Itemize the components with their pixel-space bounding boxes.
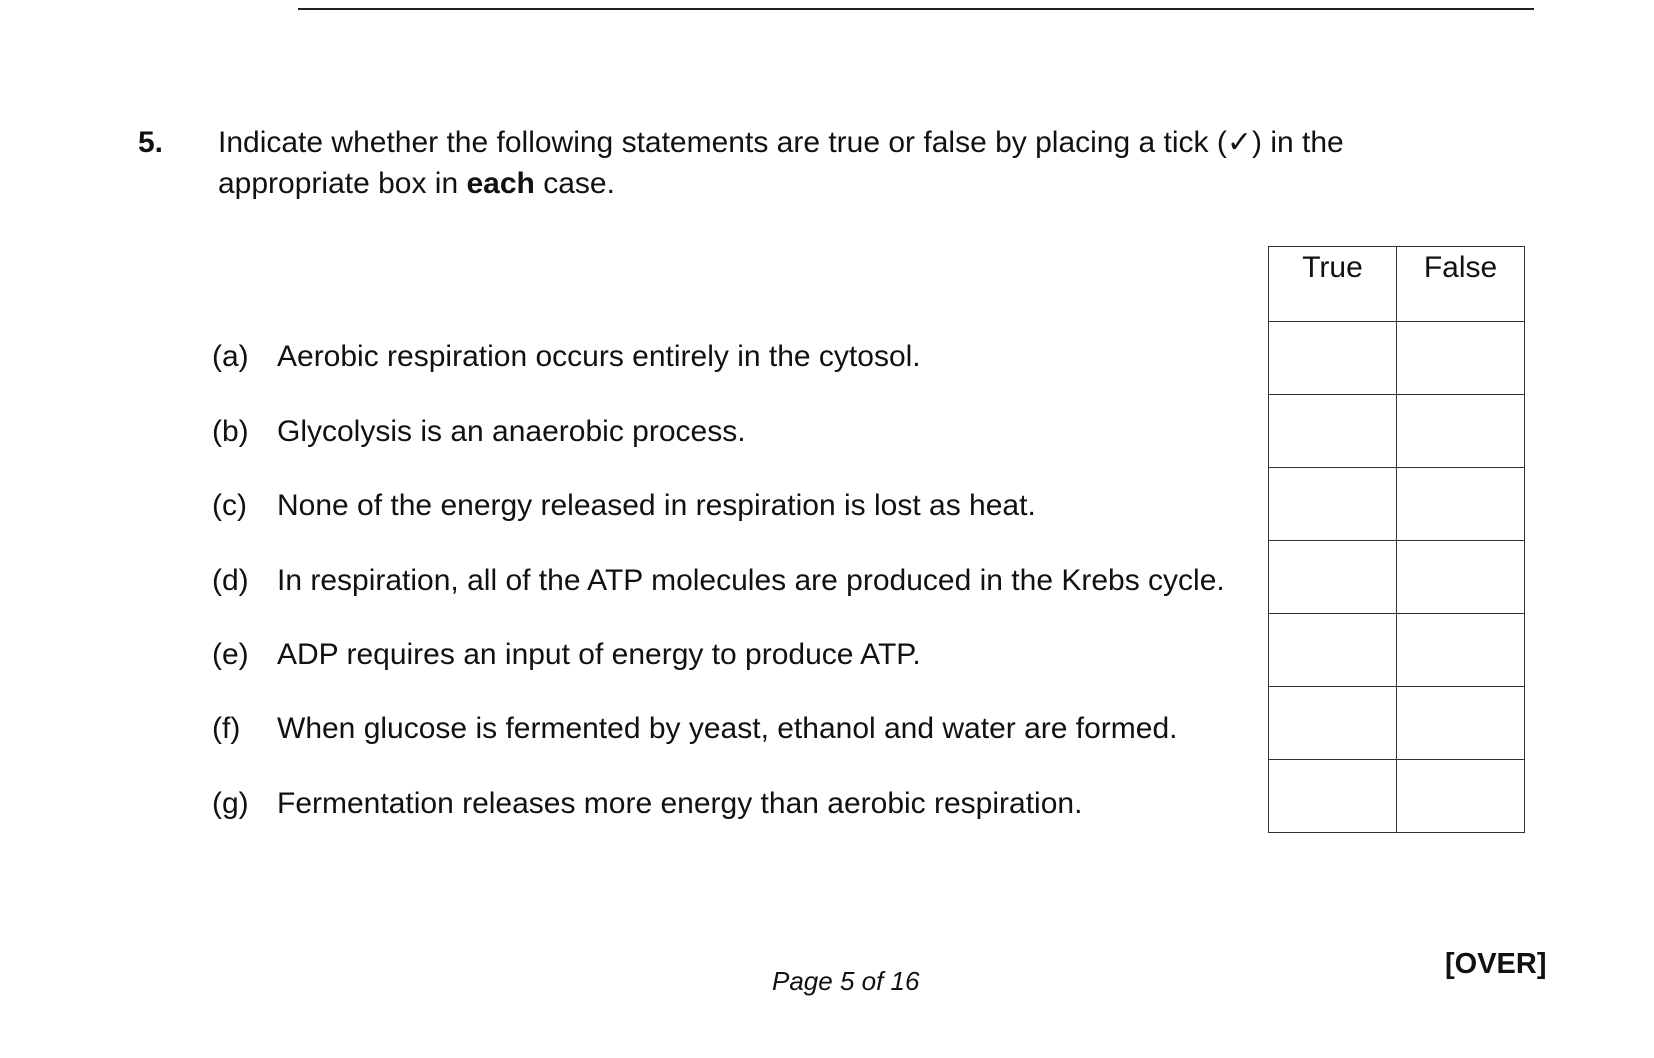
statement-letter: (b) [212, 415, 249, 448]
statement-letter: (f) [212, 712, 241, 745]
header-true: True [1269, 247, 1397, 322]
instruction-bold-word: each [466, 167, 535, 200]
statement-text: In respiration, all of the ATP molecules are produced in the Krebs cycle. [277, 564, 1225, 597]
false-box-g[interactable] [1397, 760, 1525, 833]
false-box-b[interactable] [1397, 395, 1525, 468]
statement-text: Aerobic respiration occurs entirely in the cytosol. [277, 340, 921, 373]
answer-row-f [1269, 687, 1525, 760]
statement-d [212, 563, 1225, 599]
true-box-e[interactable] [1269, 614, 1397, 687]
over-marker: [OVER] [1445, 948, 1547, 980]
statement-g [212, 786, 1082, 822]
false-box-c[interactable] [1397, 468, 1525, 541]
statement-text: None of the energy released in respiration is lost as heat. [277, 489, 1036, 522]
false-box-e[interactable] [1397, 614, 1525, 687]
true-box-d[interactable] [1269, 541, 1397, 614]
statement-c [212, 488, 1036, 524]
statement-text: Glycolysis is an anaerobic process. [277, 415, 746, 448]
statement-letter: (g) [212, 787, 249, 820]
false-box-a[interactable] [1397, 322, 1525, 395]
true-box-b[interactable] [1269, 395, 1397, 468]
statement-a [212, 339, 921, 375]
statement-letter: (d) [212, 564, 249, 597]
answer-row-a [1269, 322, 1525, 395]
instruction-text: Indicate whether the following statements are true or false by placing a tick (✓) in the appropriate box in [218, 126, 1344, 200]
true-box-f[interactable] [1269, 687, 1397, 760]
page-number: Page 5 of 16 [772, 966, 920, 996]
statement-text: ADP requires an input of energy to produce ATP. [277, 638, 921, 671]
statement-text: When glucose is fermented by yeast, ethanol and water are formed. [277, 712, 1178, 745]
true-box-a[interactable] [1269, 322, 1397, 395]
statement-text: Fermentation releases more energy than aerobic respiration. [277, 787, 1083, 820]
true-box-g[interactable] [1269, 760, 1397, 833]
answer-row-e [1269, 614, 1525, 687]
true-box-c[interactable] [1269, 468, 1397, 541]
false-box-f[interactable] [1397, 687, 1525, 760]
answer-table [1268, 246, 1525, 833]
instruction-text-end: case. [534, 167, 615, 200]
answer-row-c [1269, 468, 1525, 541]
statement-letter: (a) [212, 340, 249, 373]
statement-f [212, 711, 1177, 747]
answer-row-d [1269, 541, 1525, 614]
answer-row-g [1269, 760, 1525, 833]
false-box-d[interactable] [1397, 541, 1525, 614]
statement-letter: (e) [212, 638, 249, 671]
question-instruction [218, 122, 1448, 204]
statement-letter: (c) [212, 489, 247, 522]
answer-row-b [1269, 395, 1525, 468]
statement-b [212, 414, 746, 450]
top-rule [298, 8, 1534, 10]
answer-table-header-row [1269, 247, 1525, 322]
question-number: 5. [138, 126, 164, 159]
statement-e [212, 637, 921, 673]
header-false: False [1397, 247, 1525, 322]
